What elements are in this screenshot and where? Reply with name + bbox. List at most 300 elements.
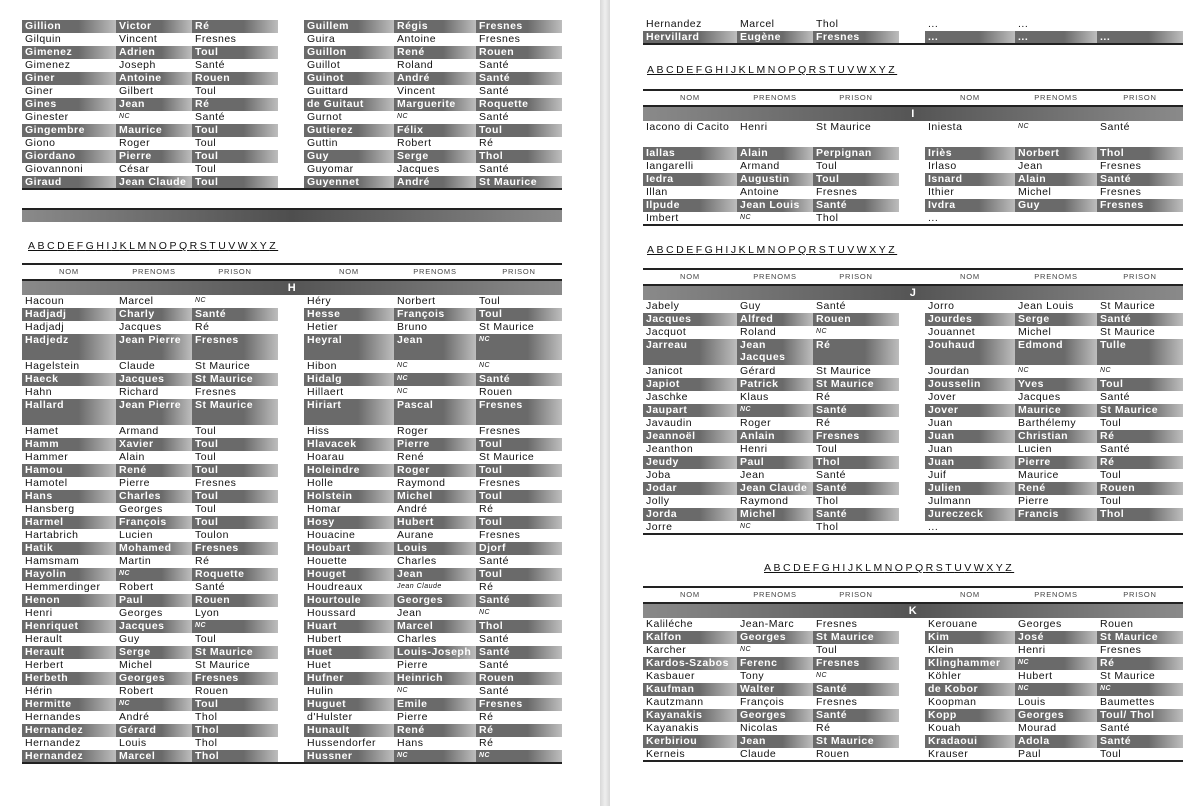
alphabet-link-e[interactable]: E bbox=[803, 562, 813, 574]
roster-table-h bbox=[22, 263, 562, 764]
section-letter: H bbox=[22, 280, 562, 295]
alphabet-link-s[interactable]: S bbox=[818, 244, 829, 256]
prison-cell: Santé bbox=[813, 482, 899, 495]
alphabet-link-u[interactable]: U bbox=[837, 64, 848, 76]
surname-cell: Jarreau bbox=[643, 339, 737, 365]
alphabet-link-x[interactable]: X bbox=[250, 240, 260, 252]
alphabet-link-o[interactable]: O bbox=[894, 562, 906, 574]
table-row bbox=[22, 555, 562, 568]
alphabet-link-p[interactable]: P bbox=[788, 64, 798, 76]
first-names-cell: Serge bbox=[1015, 313, 1097, 326]
table-row bbox=[643, 709, 1183, 722]
alphabet-link-g[interactable]: G bbox=[821, 562, 833, 574]
alphabet-link-s[interactable]: S bbox=[818, 64, 829, 76]
surname-cell: Hemmerdinger bbox=[25, 581, 101, 593]
alphabet-link-x[interactable]: X bbox=[869, 64, 879, 76]
alphabet-link-q[interactable]: Q bbox=[914, 562, 926, 574]
surname-cell: Jourdan bbox=[928, 365, 970, 377]
prison-cell: Ré bbox=[476, 724, 562, 737]
first-names-cell: Antoine bbox=[397, 33, 437, 45]
alphabet-link-u[interactable]: U bbox=[218, 240, 229, 252]
first-names-cell: Roland bbox=[740, 326, 777, 338]
first-names-cell: Georges bbox=[116, 672, 192, 685]
prison-cell: Fresnes bbox=[192, 542, 278, 555]
prison-cell: Santé bbox=[1097, 313, 1183, 326]
alphabet-link-y[interactable]: Y bbox=[878, 64, 889, 76]
alphabet-link-i[interactable]: I bbox=[725, 64, 731, 76]
alphabet-link-z[interactable]: Z bbox=[269, 240, 279, 252]
alphabet-link-c[interactable]: C bbox=[666, 244, 677, 256]
table-row bbox=[22, 137, 562, 150]
surname-cell: Jacquot bbox=[646, 326, 687, 338]
prison-cell: St Maurice bbox=[813, 735, 899, 748]
first-names-cell: Paul bbox=[737, 456, 813, 469]
first-names-cell: NC bbox=[737, 212, 813, 225]
prison-cell: NC bbox=[476, 750, 562, 763]
prison-cell: Fresnes bbox=[1100, 644, 1142, 656]
prison-cell: St Maurice bbox=[1100, 300, 1156, 312]
surname-cell: Homar bbox=[307, 503, 342, 515]
alphabet-link-r[interactable]: R bbox=[808, 244, 819, 256]
table-row bbox=[643, 339, 1183, 365]
alphabet-link-x[interactable]: X bbox=[869, 244, 879, 256]
alphabet-link-b[interactable]: B bbox=[37, 240, 48, 252]
first-names-cell: NC bbox=[119, 113, 131, 120]
first-names-cell: Louis bbox=[119, 737, 147, 749]
alphabet-link-p[interactable]: P bbox=[788, 244, 798, 256]
alphabet-link-v[interactable]: V bbox=[847, 64, 857, 76]
surname-cell: Hahn bbox=[25, 386, 53, 398]
prison-cell: NC bbox=[195, 297, 207, 304]
table-row bbox=[22, 360, 562, 373]
alphabet-link-w[interactable]: W bbox=[973, 562, 987, 574]
column-header: NOM bbox=[304, 264, 394, 280]
prison-cell: Santé bbox=[476, 72, 562, 85]
table-row bbox=[22, 607, 562, 620]
alphabet-link-d[interactable]: D bbox=[676, 244, 687, 256]
alphabet-link-l[interactable]: L bbox=[748, 64, 757, 76]
surname-cell: Guyomar bbox=[307, 163, 354, 175]
table-row bbox=[22, 46, 562, 59]
column-header-row bbox=[643, 90, 1183, 106]
prison-cell: Santé bbox=[1100, 391, 1130, 403]
table-row bbox=[643, 670, 1183, 683]
table-row bbox=[22, 163, 562, 176]
first-names-cell: Serge bbox=[394, 150, 476, 163]
first-names-cell: Charles bbox=[116, 490, 192, 503]
prison-cell: Rouen bbox=[192, 72, 278, 85]
prison-cell: Fresnes bbox=[1097, 199, 1183, 212]
alphabet-link-z[interactable]: Z bbox=[888, 64, 898, 76]
surname-cell: Japiot bbox=[643, 378, 737, 391]
prison-cell: Ré bbox=[816, 391, 831, 403]
column-header: PRISON bbox=[476, 264, 562, 280]
surname-cell: Guillot bbox=[307, 59, 341, 71]
surname-cell: Holstein bbox=[304, 490, 394, 503]
prison-cell: Santé bbox=[1100, 443, 1130, 455]
section-letter: J bbox=[643, 285, 1183, 300]
first-names-cell: Robert bbox=[119, 685, 154, 697]
alphabet-link-c[interactable]: C bbox=[47, 240, 58, 252]
alphabet-link-q[interactable]: Q bbox=[797, 64, 809, 76]
first-names-cell: Norbert bbox=[397, 295, 436, 307]
prison-cell: St Maurice bbox=[1097, 631, 1183, 644]
alphabet-link-n[interactable]: N bbox=[767, 244, 778, 256]
alphabet-link-x[interactable]: X bbox=[986, 562, 996, 574]
column-header: NOM bbox=[925, 269, 1015, 285]
prison-cell bbox=[1097, 18, 1183, 31]
prison-cell: NC bbox=[479, 609, 491, 616]
surname-cell: Iedra bbox=[643, 173, 737, 186]
alphabet-link-g[interactable]: G bbox=[704, 64, 716, 76]
table-row bbox=[22, 594, 562, 607]
alphabet-link-a[interactable]: A bbox=[647, 64, 657, 76]
alphabet-link-e[interactable]: E bbox=[686, 244, 696, 256]
table-row bbox=[643, 495, 1183, 508]
table-row bbox=[22, 111, 562, 124]
prison-cell: NC bbox=[192, 620, 278, 633]
surname-cell: Hussner bbox=[304, 750, 394, 763]
prison-cell: Santé bbox=[816, 469, 846, 481]
surname-cell: Héry bbox=[307, 295, 332, 307]
first-names-cell: Marcel bbox=[740, 18, 775, 30]
first-names-cell: Georges bbox=[737, 631, 813, 644]
prison-cell: Toul bbox=[195, 633, 217, 645]
prison-cell: Toul bbox=[816, 644, 838, 656]
alphabet-link-a[interactable]: A bbox=[647, 244, 657, 256]
alphabet-link-p[interactable]: P bbox=[169, 240, 179, 252]
alphabet-link-i[interactable]: I bbox=[106, 240, 112, 252]
column-header: PRISON bbox=[813, 269, 899, 285]
alphabet-link-e[interactable]: E bbox=[67, 240, 77, 252]
alphabet-link-m[interactable]: M bbox=[756, 244, 768, 256]
surname-cell: Hans bbox=[22, 490, 116, 503]
alphabet-link-i[interactable]: I bbox=[725, 244, 731, 256]
first-names-cell: Hubert bbox=[1018, 670, 1053, 682]
first-names-cell: Norbert bbox=[1015, 147, 1097, 160]
surname-cell: Hibon bbox=[307, 360, 337, 372]
alphabet-link-o[interactable]: O bbox=[158, 240, 170, 252]
alphabet-index bbox=[764, 562, 1014, 574]
prison-cell: Toul bbox=[476, 438, 562, 451]
alphabet-link-t[interactable]: T bbox=[828, 64, 838, 76]
column-header: NOM bbox=[643, 269, 737, 285]
prison-cell: Rouen bbox=[1097, 482, 1183, 495]
alphabet-link-j[interactable]: J bbox=[730, 244, 739, 256]
alphabet-link-n[interactable]: N bbox=[148, 240, 159, 252]
first-names-cell: Gérard bbox=[740, 365, 776, 377]
surname-cell: Julmann bbox=[928, 495, 972, 507]
prison-cell: Toul bbox=[192, 490, 278, 503]
alphabet-link-q[interactable]: Q bbox=[797, 244, 809, 256]
surname-cell: Kalfon bbox=[643, 631, 737, 644]
alphabet-link-l[interactable]: L bbox=[129, 240, 138, 252]
alphabet-link-k[interactable]: K bbox=[738, 244, 749, 256]
first-names-cell: Jacques bbox=[397, 163, 440, 175]
surname-cell: Hubert bbox=[307, 633, 342, 645]
surname-cell: Houbart bbox=[304, 542, 394, 555]
alphabet-link-v[interactable]: V bbox=[847, 244, 857, 256]
alphabet-link-s[interactable]: S bbox=[199, 240, 210, 252]
surname-cell: Herbert bbox=[25, 659, 64, 671]
prison-cell: Fresnes bbox=[813, 657, 899, 670]
first-names-cell: Xavier bbox=[116, 438, 192, 451]
prison-cell: Ré bbox=[192, 98, 278, 111]
surname-cell: Huguet bbox=[304, 698, 394, 711]
prison-cell: Thol bbox=[476, 150, 562, 163]
surname-cell: Kradaoui bbox=[925, 735, 1015, 748]
alphabet-link-l[interactable]: L bbox=[865, 562, 874, 574]
table-row bbox=[643, 443, 1183, 456]
alphabet-link-r[interactable]: R bbox=[808, 64, 819, 76]
alphabet-link-g[interactable]: G bbox=[704, 244, 716, 256]
alphabet-link-a[interactable]: A bbox=[764, 562, 774, 574]
first-names-cell: Jean Claude bbox=[737, 482, 813, 495]
first-names-cell: Adola bbox=[1015, 735, 1097, 748]
surname-cell: Hayolin bbox=[22, 568, 116, 581]
alphabet-link-o[interactable]: O bbox=[777, 64, 789, 76]
alphabet-link-v[interactable]: V bbox=[964, 562, 974, 574]
first-names-cell: José bbox=[1015, 631, 1097, 644]
column-header: NOM bbox=[925, 90, 1015, 106]
alphabet-link-i[interactable]: I bbox=[842, 562, 848, 574]
table-row bbox=[643, 722, 1183, 735]
prison-cell: NC bbox=[476, 334, 562, 360]
surname-cell: Jourdes bbox=[925, 313, 1015, 326]
first-names-cell: Martin bbox=[119, 555, 152, 567]
prison-cell: Thol bbox=[192, 750, 278, 763]
alphabet-link-u[interactable]: U bbox=[837, 244, 848, 256]
prison-cell: Toul bbox=[195, 137, 217, 149]
first-names-cell: Pierre bbox=[397, 659, 429, 671]
alphabet-link-z[interactable]: Z bbox=[1005, 562, 1015, 574]
prison-cell: St Maurice bbox=[1097, 404, 1183, 417]
first-names-cell: NC bbox=[394, 750, 476, 763]
prison-cell: Ré bbox=[813, 339, 899, 365]
alphabet-link-v[interactable]: V bbox=[228, 240, 238, 252]
prison-cell: St Maurice bbox=[816, 121, 872, 133]
surname-cell: Kaufman bbox=[643, 683, 737, 696]
first-names-cell: Louis bbox=[394, 542, 476, 555]
alphabet-link-z[interactable]: Z bbox=[888, 244, 898, 256]
alphabet-link-d[interactable]: D bbox=[57, 240, 68, 252]
table-row bbox=[22, 321, 562, 334]
surname-cell: ... bbox=[925, 212, 1015, 225]
alphabet-link-u[interactable]: U bbox=[954, 562, 965, 574]
alphabet-link-h[interactable]: H bbox=[715, 64, 726, 76]
alphabet-link-j[interactable]: J bbox=[111, 240, 120, 252]
column-header: PRENOMS bbox=[1015, 269, 1097, 285]
alphabet-link-p[interactable]: P bbox=[905, 562, 915, 574]
alphabet-link-f[interactable]: F bbox=[695, 64, 705, 76]
alphabet-link-j[interactable]: J bbox=[847, 562, 856, 574]
first-names-cell: NC bbox=[397, 362, 409, 369]
table-row bbox=[22, 399, 562, 425]
roster-table-j bbox=[643, 268, 1183, 535]
alphabet-link-d[interactable]: D bbox=[676, 64, 687, 76]
alphabet-link-y[interactable]: Y bbox=[995, 562, 1006, 574]
prison-cell: Toul bbox=[816, 443, 838, 455]
alphabet-link-s[interactable]: S bbox=[935, 562, 946, 574]
column-header: NOM bbox=[22, 264, 116, 280]
alphabet-link-w[interactable]: W bbox=[856, 64, 870, 76]
prison-cell: Fresnes bbox=[816, 618, 858, 630]
alphabet-link-k[interactable]: K bbox=[738, 64, 749, 76]
prison-cell: Fresnes bbox=[479, 425, 521, 437]
first-names-cell: Gérard bbox=[116, 724, 192, 737]
prison-cell: Ré bbox=[816, 417, 831, 429]
first-names-cell: Augustin bbox=[737, 173, 813, 186]
surname-cell: Heyral bbox=[304, 334, 394, 360]
first-names-cell: Jacques bbox=[1018, 391, 1061, 403]
alphabet-link-w[interactable]: W bbox=[237, 240, 251, 252]
prison-cell: NC bbox=[816, 672, 828, 679]
table-row bbox=[22, 124, 562, 137]
first-names-cell: Vincent bbox=[119, 33, 158, 45]
prison-cell: Santé bbox=[479, 659, 509, 671]
table-row bbox=[22, 85, 562, 98]
alphabet-link-h[interactable]: H bbox=[832, 562, 843, 574]
alphabet-link-h[interactable]: H bbox=[96, 240, 107, 252]
alphabet-link-n[interactable]: N bbox=[884, 562, 895, 574]
table-row bbox=[643, 326, 1183, 339]
table-row bbox=[643, 212, 1183, 225]
surname-cell: Hérin bbox=[25, 685, 53, 697]
first-names-cell: Maurice bbox=[1015, 404, 1097, 417]
alphabet-link-t[interactable]: T bbox=[209, 240, 219, 252]
alphabet-link-d[interactable]: D bbox=[793, 562, 804, 574]
prison-cell: Santé bbox=[479, 85, 509, 97]
prison-cell: Ré bbox=[1097, 657, 1183, 670]
alphabet-link-t[interactable]: T bbox=[945, 562, 955, 574]
first-names-cell bbox=[1015, 212, 1097, 225]
surname-cell: Hesse bbox=[304, 308, 394, 321]
prison-cell: Djorf bbox=[476, 542, 562, 555]
prison-cell: Toul bbox=[192, 176, 278, 189]
surname-cell: Kerneis bbox=[643, 748, 737, 761]
prison-cell: Santé bbox=[1100, 121, 1130, 133]
alphabet-link-w[interactable]: W bbox=[856, 244, 870, 256]
table-row bbox=[643, 644, 1183, 657]
prison-cell: St Maurice bbox=[476, 176, 562, 189]
surname-cell: Guillem bbox=[304, 20, 394, 33]
prison-cell: Toul bbox=[192, 124, 278, 137]
alphabet-link-r[interactable]: R bbox=[189, 240, 200, 252]
column-header: PRENOMS bbox=[1015, 587, 1097, 603]
alphabet-link-b[interactable]: B bbox=[656, 64, 667, 76]
table-row bbox=[643, 147, 1183, 160]
first-names-cell: Régis bbox=[394, 20, 476, 33]
first-names-cell: Joseph bbox=[119, 59, 156, 71]
surname-cell: Jeannoël bbox=[643, 430, 737, 443]
first-names-cell: NC bbox=[1015, 657, 1097, 670]
surname-cell: Guy bbox=[304, 150, 394, 163]
alphabet-link-k[interactable]: K bbox=[119, 240, 130, 252]
surname-cell: Gillion bbox=[22, 20, 116, 33]
first-names-cell: Christian bbox=[1015, 430, 1097, 443]
column-header: PRISON bbox=[192, 264, 278, 280]
alphabet-link-t[interactable]: T bbox=[828, 244, 838, 256]
table-row bbox=[22, 425, 562, 438]
first-names-cell: Emile bbox=[394, 698, 476, 711]
alphabet-link-k[interactable]: K bbox=[855, 562, 866, 574]
table-row bbox=[22, 685, 562, 698]
alphabet-link-n[interactable]: N bbox=[767, 64, 778, 76]
alphabet-link-b[interactable]: B bbox=[656, 244, 667, 256]
table-row bbox=[22, 373, 562, 386]
alphabet-link-f[interactable]: F bbox=[76, 240, 86, 252]
surname-cell: Jolly bbox=[646, 495, 670, 507]
surname-cell: Hernandez bbox=[22, 724, 116, 737]
alphabet-link-m[interactable]: M bbox=[756, 64, 768, 76]
surname-cell: Kerbiriou bbox=[643, 735, 737, 748]
alphabet-link-c[interactable]: C bbox=[783, 562, 794, 574]
alphabet-link-y[interactable]: Y bbox=[878, 244, 889, 256]
first-names-cell: Jean bbox=[740, 469, 765, 481]
prison-cell: Toul bbox=[476, 464, 562, 477]
first-names-cell: Jean bbox=[1018, 160, 1043, 172]
prison-cell: Toul bbox=[192, 438, 278, 451]
first-names-cell: François bbox=[116, 516, 192, 529]
table-row bbox=[22, 386, 562, 399]
first-names-cell: Marcel bbox=[116, 750, 192, 763]
prison-cell bbox=[1097, 212, 1183, 225]
surname-cell: Juan bbox=[925, 430, 1015, 443]
alphabet-link-f[interactable]: F bbox=[695, 244, 705, 256]
first-names-cell: Adrien bbox=[116, 46, 192, 59]
alphabet-link-m[interactable]: M bbox=[873, 562, 885, 574]
alphabet-link-g[interactable]: G bbox=[85, 240, 97, 252]
prison-cell: Santé bbox=[195, 59, 225, 71]
column-header-row bbox=[643, 269, 1183, 285]
first-names-cell: Guy bbox=[1015, 199, 1097, 212]
surname-cell: Illan bbox=[646, 186, 668, 198]
first-names-cell: NC bbox=[740, 646, 752, 653]
first-names-cell: Georges bbox=[737, 709, 813, 722]
table-row bbox=[22, 698, 562, 711]
prison-cell: Rouen bbox=[1100, 618, 1134, 630]
alphabet-link-b[interactable]: B bbox=[773, 562, 784, 574]
alphabet-link-q[interactable]: Q bbox=[178, 240, 190, 252]
prison-cell: Fresnes bbox=[813, 430, 899, 443]
alphabet-link-e[interactable]: E bbox=[686, 64, 696, 76]
prison-cell: Toul bbox=[1100, 469, 1122, 481]
first-names-cell: Bruno bbox=[397, 321, 428, 333]
alphabet-link-l[interactable]: L bbox=[748, 244, 757, 256]
prison-cell: Ré bbox=[816, 722, 831, 734]
empty-letter-band bbox=[22, 208, 562, 222]
first-names-cell: Michel bbox=[1018, 186, 1052, 198]
prison-cell: Rouen bbox=[813, 313, 899, 326]
first-names-cell: NC bbox=[1018, 367, 1030, 374]
alphabet-link-r[interactable]: R bbox=[925, 562, 936, 574]
alphabet-link-o[interactable]: O bbox=[777, 244, 789, 256]
roster-table-h-continued bbox=[643, 18, 1183, 45]
alphabet-link-c[interactable]: C bbox=[666, 64, 677, 76]
alphabet-link-f[interactable]: F bbox=[812, 562, 822, 574]
first-names-cell: Jean bbox=[397, 607, 422, 619]
alphabet-link-a[interactable]: A bbox=[28, 240, 38, 252]
alphabet-link-j[interactable]: J bbox=[730, 64, 739, 76]
first-names-cell: Tony bbox=[740, 670, 765, 682]
alphabet-link-m[interactable]: M bbox=[137, 240, 149, 252]
alphabet-link-y[interactable]: Y bbox=[259, 240, 270, 252]
first-names-cell: Jean-Marc bbox=[740, 618, 795, 630]
surname-cell: Jouannet bbox=[928, 326, 976, 338]
alphabet-link-h[interactable]: H bbox=[715, 244, 726, 256]
column-header: PRENOMS bbox=[737, 587, 813, 603]
first-names-cell: Jean Pierre bbox=[116, 399, 192, 425]
